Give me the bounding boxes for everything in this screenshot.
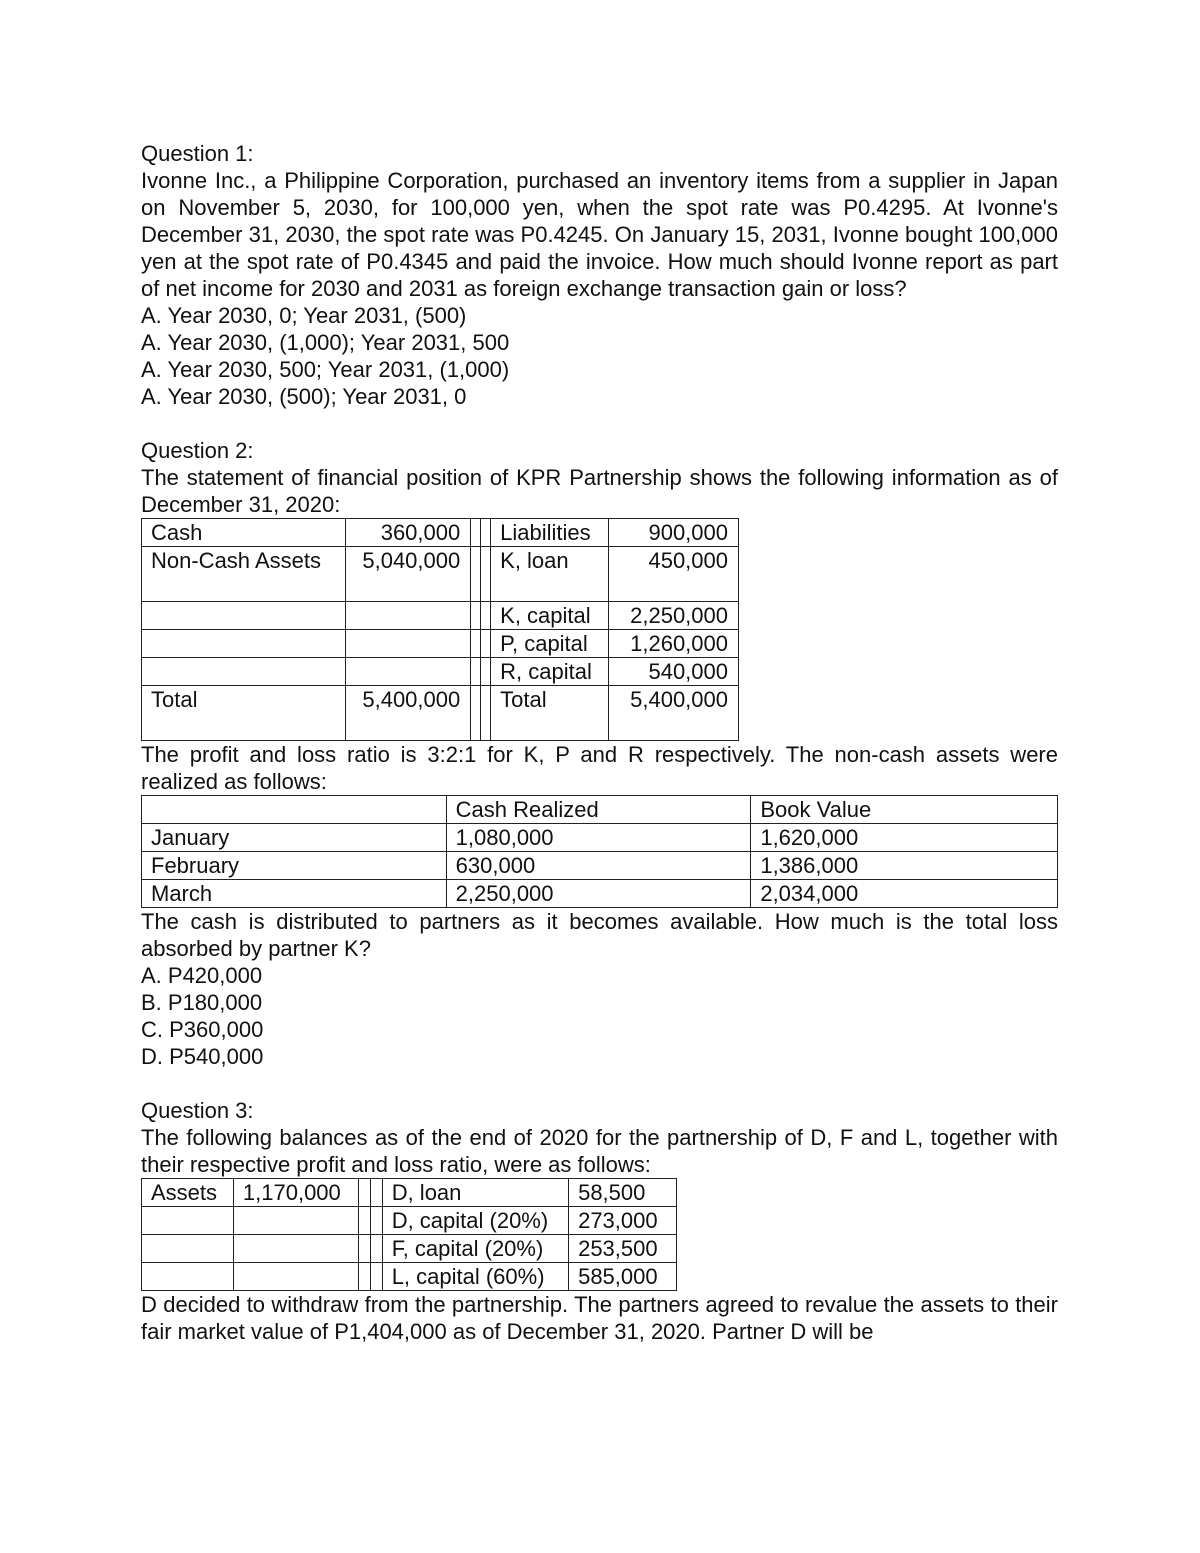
- q2-choice: C. P360,000: [141, 1017, 264, 1042]
- equity-label: D, capital (20%): [382, 1207, 568, 1235]
- asset-value: 360,000: [346, 519, 471, 547]
- cash-realized-cell: 1,080,000: [446, 824, 751, 852]
- asset-value: [233, 1207, 358, 1235]
- table-row: [142, 824, 1058, 852]
- q3-text: D decided to withdraw from the partnership. The partners agreed to revalue the assets to their fair market value of P1,404,000 as of December 31, 2020. Partner D will be: [141, 1292, 1058, 1344]
- asset-value: [346, 630, 471, 658]
- equity-label: L, capital (60%): [382, 1263, 568, 1291]
- table-row: [142, 658, 739, 686]
- equity-label: Total: [491, 686, 609, 741]
- q1-choice: A. Year 2030, (1,000); Year 2031, 500: [141, 330, 510, 355]
- q2-question: The cash is distributed to partners as it becomes available. How much is the total loss absorbed by partner K?: [141, 909, 1058, 961]
- q1-text: Ivonne Inc., a Philippine Corporation, purchased an inventory items from a supplier in Japan on November 5, 2030, for 100,000 yen, when the spot rate was P0.4295. At Ivonne's December 31, 2030, the spot rate was P0.4245. On January 15, 2031, Ivonne bought 100,000 yen at the spot rate of P0.4345 and paid the invoice. How much should Ivonne report as part of net income for 2030 and 2031 as foreign exchange transaction gain or loss?: [141, 168, 1058, 301]
- table-row: [142, 880, 1058, 908]
- equity-value: 450,000: [609, 547, 739, 602]
- column-header: [142, 796, 447, 824]
- realization-table: [141, 795, 1058, 908]
- q2-choice: B. P180,000: [141, 990, 263, 1015]
- document-page: [141, 140, 1058, 1345]
- equity-label: K, loan: [491, 547, 609, 602]
- equity-value: 253,500: [569, 1235, 677, 1263]
- table-row: [142, 630, 739, 658]
- asset-label: Non-Cash Assets: [142, 547, 346, 602]
- equity-label: Liabilities: [491, 519, 609, 547]
- q2-heading: Question 2:: [141, 438, 254, 463]
- asset-label: [142, 602, 346, 630]
- table-row: [142, 1235, 677, 1263]
- equity-label: K, capital: [491, 602, 609, 630]
- table-row: [142, 602, 739, 630]
- asset-label: [142, 1263, 234, 1291]
- equity-label: P, capital: [491, 630, 609, 658]
- month-cell: January: [142, 824, 447, 852]
- table-row: [142, 1207, 677, 1235]
- asset-value: [346, 602, 471, 630]
- q1-heading: Question 1:: [141, 141, 254, 166]
- book-value-cell: 1,386,000: [751, 852, 1058, 880]
- asset-label: [142, 1207, 234, 1235]
- book-value-cell: 1,620,000: [751, 824, 1058, 852]
- table-row: [142, 519, 739, 547]
- q2-choice: A. P420,000: [141, 963, 263, 988]
- equity-label: D, loan: [382, 1179, 568, 1207]
- asset-label: Total: [142, 686, 346, 741]
- asset-value: [346, 658, 471, 686]
- q3-intro: The following balances as of the end of 2020 for the partnership of D, F and L, together with their respective profit and loss ratio, were as follows:: [141, 1125, 1058, 1177]
- book-value-cell: 2,034,000: [751, 880, 1058, 908]
- asset-label: [142, 658, 346, 686]
- asset-label: Cash: [142, 519, 346, 547]
- table-row: [142, 547, 739, 602]
- table-header-row: [142, 796, 1058, 824]
- balances-table: [141, 1178, 677, 1291]
- sfp-table: [141, 518, 739, 741]
- cash-realized-cell: 630,000: [446, 852, 751, 880]
- equity-label: R, capital: [491, 658, 609, 686]
- month-cell: March: [142, 880, 447, 908]
- equity-value: 5,400,000: [609, 686, 739, 741]
- equity-value: 540,000: [609, 658, 739, 686]
- column-header: Cash Realized: [446, 796, 751, 824]
- asset-label: Assets: [142, 1179, 234, 1207]
- equity-value: 900,000: [609, 519, 739, 547]
- asset-value: 5,040,000: [346, 547, 471, 602]
- asset-value: [233, 1263, 358, 1291]
- equity-value: 58,500: [569, 1179, 677, 1207]
- asset-value: 1,170,000: [233, 1179, 358, 1207]
- equity-label: F, capital (20%): [382, 1235, 568, 1263]
- asset-value: [233, 1235, 358, 1263]
- equity-value: 2,250,000: [609, 602, 739, 630]
- column-header: Book Value: [751, 796, 1058, 824]
- table-row: [142, 686, 739, 741]
- q1-choice: A. Year 2030, 500; Year 2031, (1,000): [141, 357, 510, 382]
- q2-ratio-text: The profit and loss ratio is 3:2:1 for K, P and R respectively. The non-cash assets were realized as follows:: [141, 742, 1058, 794]
- asset-label: [142, 630, 346, 658]
- equity-value: 585,000: [569, 1263, 677, 1291]
- table-row: [142, 852, 1058, 880]
- month-cell: February: [142, 852, 447, 880]
- q2-intro: The statement of financial position of KPR Partnership shows the following information as of December 31, 2020:: [141, 465, 1058, 517]
- equity-value: 1,260,000: [609, 630, 739, 658]
- cash-realized-cell: 2,250,000: [446, 880, 751, 908]
- asset-value: 5,400,000: [346, 686, 471, 741]
- q3-heading: Question 3:: [141, 1098, 254, 1123]
- q2-choice: D. P540,000: [141, 1044, 264, 1069]
- table-row: [142, 1263, 677, 1291]
- asset-label: [142, 1235, 234, 1263]
- q1-choice: A. Year 2030, 0; Year 2031, (500): [141, 303, 467, 328]
- equity-value: 273,000: [569, 1207, 677, 1235]
- table-row: [142, 1179, 677, 1207]
- q1-choice: A. Year 2030, (500); Year 2031, 0: [141, 384, 467, 409]
